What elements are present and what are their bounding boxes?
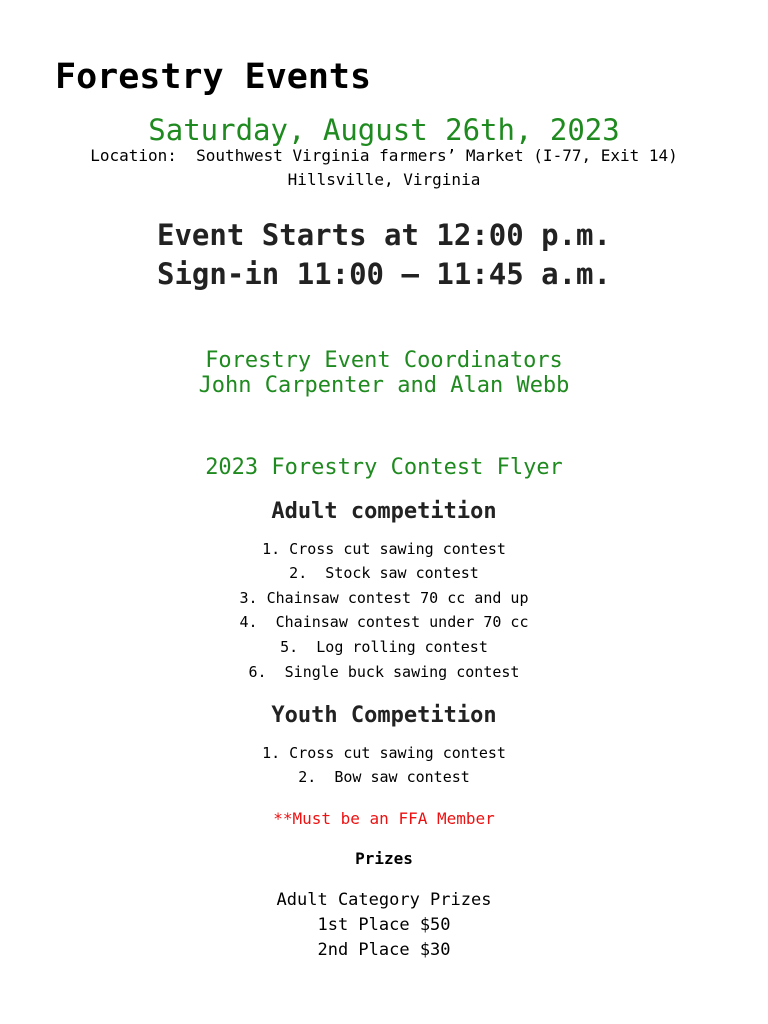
- youth-list-item: 1. Cross cut sawing contest: [262, 744, 506, 762]
- flyer-title: 2023 Forestry Contest Flyer: [205, 455, 563, 480]
- event-date: Saturday, August 26th, 2023: [148, 113, 620, 147]
- coordinators-heading: Forestry Event Coordinators: [205, 348, 563, 373]
- adult-list-item: 3. Chainsaw contest 70 cc and up: [239, 589, 529, 607]
- first-place-prize: 1st Place $50: [317, 915, 451, 935]
- adult-list-item: 2. Stock saw contest: [289, 564, 479, 582]
- adult-list-item: 1. Cross cut sawing contest: [262, 540, 506, 558]
- youth-competition-heading: Youth Competition: [271, 703, 497, 728]
- adult-list-item: 5. Log rolling contest: [280, 638, 488, 656]
- page-title: Forestry Events: [55, 57, 372, 97]
- location-line: Location: Southwest Virginia farmers’ Market (I-77, Exit 14): [90, 146, 678, 165]
- prize-category: Adult Category Prizes: [276, 890, 492, 910]
- adult-list-item: 4. Chainsaw contest under 70 cc: [239, 613, 529, 631]
- sign-in-time: Sign-in 11:00 – 11:45 a.m.: [157, 257, 611, 291]
- prizes-heading: Prizes: [355, 849, 413, 868]
- city-line: Hillsville, Virginia: [287, 170, 481, 189]
- adult-list-item: 6. Single buck sawing contest: [248, 663, 520, 681]
- ffa-membership-note: **Must be an FFA Member: [273, 809, 495, 828]
- youth-list-item: 2. Bow saw contest: [298, 768, 470, 786]
- coordinators-names: John Carpenter and Alan Webb: [198, 373, 570, 398]
- adult-competition-heading: Adult competition: [271, 499, 497, 524]
- event-start-time: Event Starts at 12:00 p.m.: [157, 218, 611, 252]
- second-place-prize: 2nd Place $30: [317, 940, 451, 960]
